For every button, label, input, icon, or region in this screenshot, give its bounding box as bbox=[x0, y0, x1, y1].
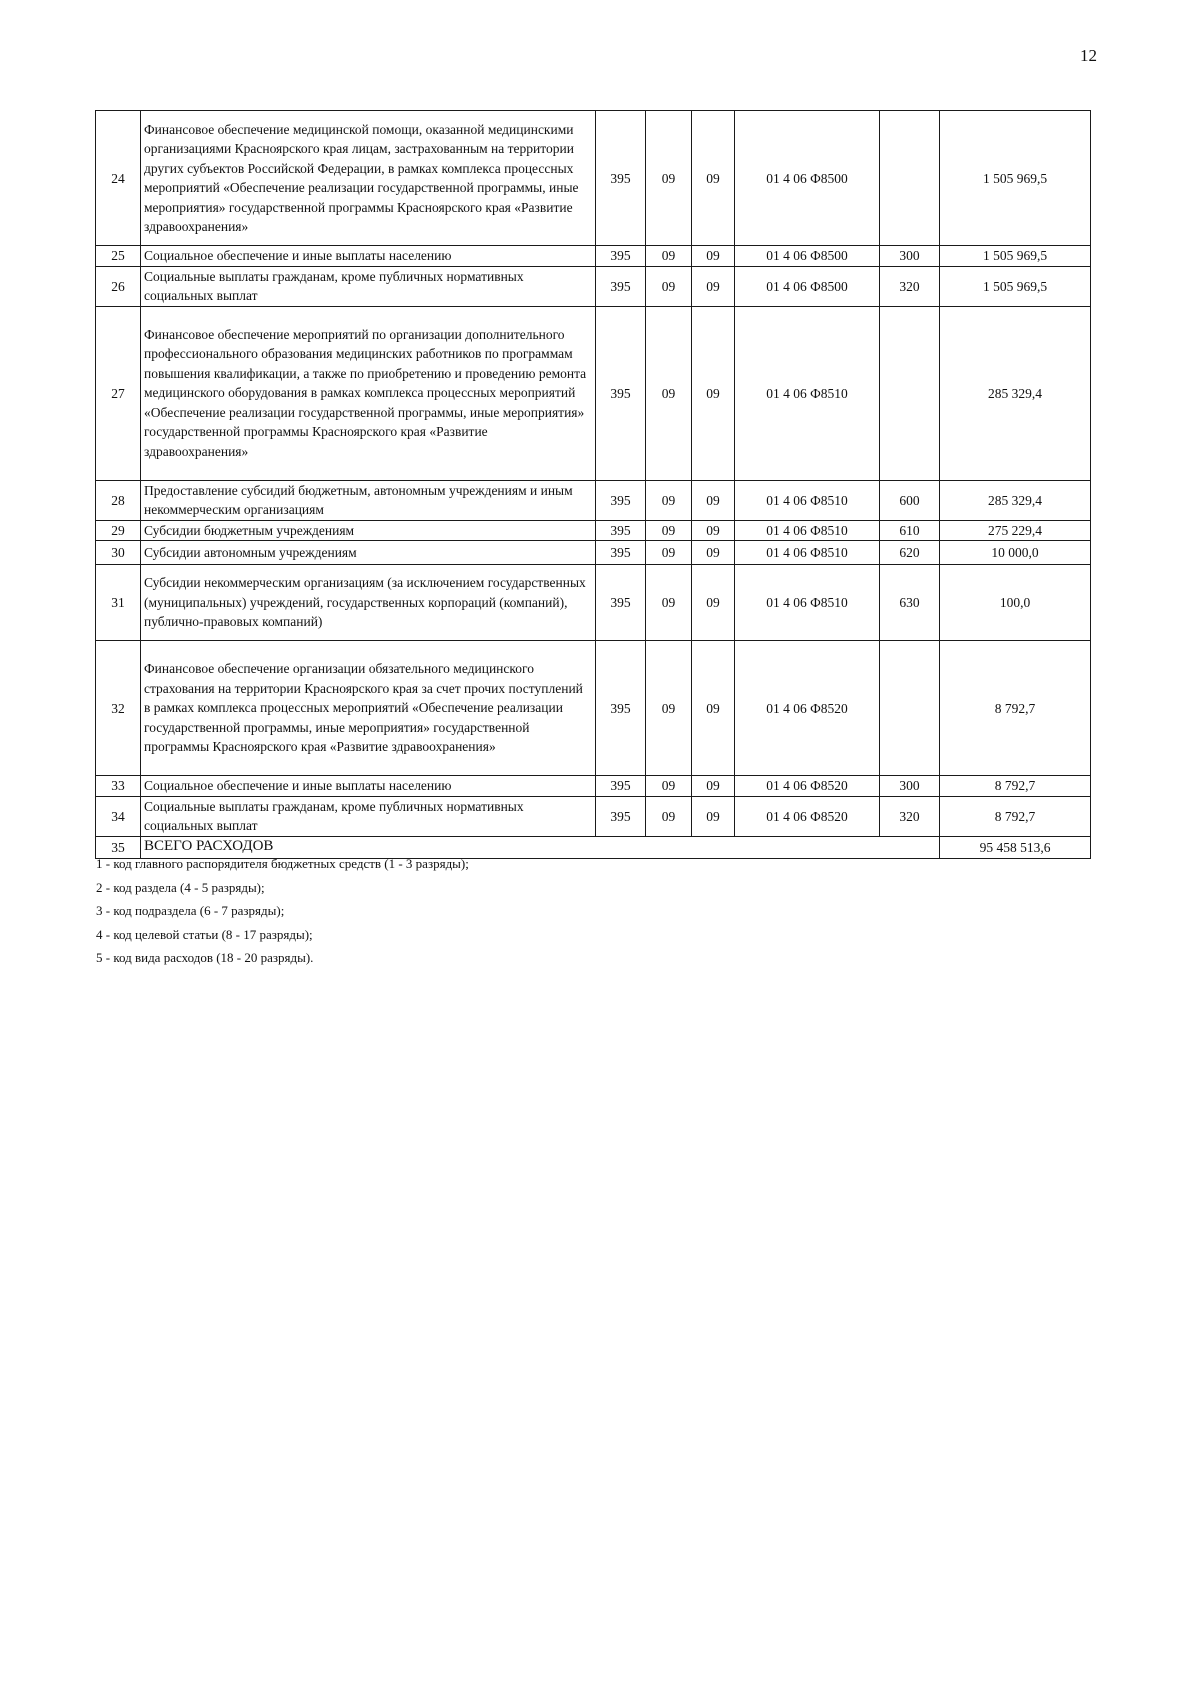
row-name: Финансовое обеспечение мероприятий по организации дополнительного профессионального образования медицинских работников по программам повышения квалификации, а также по приобретению и проведению ремонта медицинского оборудования в рамках комплекса процессных мероприятий «Обеспечение реализации государственной программы, иные мероприятия» государственной программы Красноярского края «Развитие здравоохранения» bbox=[141, 306, 596, 480]
footnotes bbox=[96, 852, 469, 970]
table-row bbox=[96, 641, 1091, 776]
row-number: 35 bbox=[96, 836, 141, 858]
subsection-code: 09 bbox=[692, 306, 735, 480]
row-number: 30 bbox=[96, 541, 141, 565]
expenditure-table bbox=[95, 110, 1091, 859]
target-article-code: 01 4 06 Ф8520 bbox=[735, 776, 880, 797]
amount: 10 000,0 bbox=[940, 541, 1091, 565]
target-article-code: 01 4 06 Ф8510 bbox=[735, 480, 880, 520]
expense-type-code: 630 bbox=[880, 565, 940, 641]
page-number: 12 bbox=[1080, 46, 1097, 65]
row-name: Финансовое обеспечение организации обязательного медицинского страхования на территории Красноярского края за счет прочих поступлений в рамках комплекса процессных мероприятий «Обеспечение реализации государственной программы, иные мероприятия» государственной программы Красноярского края «Развитие здравоохранения» bbox=[141, 641, 596, 776]
subsection-code: 09 bbox=[692, 520, 735, 541]
subsection-code: 09 bbox=[692, 111, 735, 246]
section-code: 09 bbox=[646, 641, 692, 776]
row-name: Социальное обеспечение и иные выплаты населению bbox=[141, 776, 596, 797]
total-label: ВСЕГО РАСХОДОВ bbox=[141, 836, 596, 858]
grbs-code: 395 bbox=[596, 776, 646, 797]
footnote: 4 - код целевой статьи (8 - 17 разряды); bbox=[96, 926, 313, 942]
amount: 1 505 969,5 bbox=[940, 111, 1091, 246]
section-code: 09 bbox=[646, 796, 692, 836]
row-name: Предоставление субсидий бюджетным, автономным учреждениям и иным некоммерческим организациям bbox=[141, 480, 596, 520]
table-row bbox=[96, 541, 1091, 565]
grbs-code: 395 bbox=[596, 641, 646, 776]
section-code: 09 bbox=[646, 306, 692, 480]
row-number: 31 bbox=[96, 565, 141, 641]
empty-cell bbox=[596, 836, 646, 858]
subsection-code: 09 bbox=[692, 565, 735, 641]
amount: 275 229,4 bbox=[940, 520, 1091, 541]
grbs-code: 395 bbox=[596, 111, 646, 246]
target-article-code: 01 4 06 Ф8510 bbox=[735, 306, 880, 480]
expense-type-code: 300 bbox=[880, 776, 940, 797]
footnote: 2 - код раздела (4 - 5 разряды); bbox=[96, 879, 265, 895]
target-article-code: 01 4 06 Ф8500 bbox=[735, 246, 880, 267]
amount: 1 505 969,5 bbox=[940, 266, 1091, 306]
row-name: Субсидии некоммерческим организациям (за исключением государственных (муниципальных) учреждений, государственных корпораций (компаний), публично-правовых компаний) bbox=[141, 565, 596, 641]
section-code: 09 bbox=[646, 520, 692, 541]
target-article-code: 01 4 06 Ф8510 bbox=[735, 520, 880, 541]
grbs-code: 395 bbox=[596, 306, 646, 480]
expense-type-code: 610 bbox=[880, 520, 940, 541]
row-name: Финансовое обеспечение медицинской помощи, оказанной медицинскими организациями Красноярского края лицам, застрахованным на территории других субъектов Российской Федерации, в рамках комплекса процессных мероприятий «Обеспечение реализации государственной программы, иные мероприятия» государственной программы Красноярского края «Развитие здравоохранения» bbox=[141, 111, 596, 246]
empty-cell bbox=[646, 836, 692, 858]
table-row bbox=[96, 306, 1091, 480]
empty-cell bbox=[692, 836, 735, 858]
empty-cell bbox=[880, 836, 940, 858]
subsection-code: 09 bbox=[692, 246, 735, 267]
section-code: 09 bbox=[646, 246, 692, 267]
amount: 8 792,7 bbox=[940, 641, 1091, 776]
section-code: 09 bbox=[646, 541, 692, 565]
table-row bbox=[96, 520, 1091, 541]
grbs-code: 395 bbox=[596, 480, 646, 520]
amount: 1 505 969,5 bbox=[940, 246, 1091, 267]
amount: 8 792,7 bbox=[940, 796, 1091, 836]
row-number: 25 bbox=[96, 246, 141, 267]
row-number: 33 bbox=[96, 776, 141, 797]
expense-type-code: 320 bbox=[880, 796, 940, 836]
row-number: 24 bbox=[96, 111, 141, 246]
table-row bbox=[96, 480, 1091, 520]
row-number: 32 bbox=[96, 641, 141, 776]
row-number: 26 bbox=[96, 266, 141, 306]
target-article-code: 01 4 06 Ф8520 bbox=[735, 641, 880, 776]
expense-type-code: 620 bbox=[880, 541, 940, 565]
row-number: 34 bbox=[96, 796, 141, 836]
section-code: 09 bbox=[646, 111, 692, 246]
section-code: 09 bbox=[646, 266, 692, 306]
subsection-code: 09 bbox=[692, 541, 735, 565]
grbs-code: 395 bbox=[596, 266, 646, 306]
table-row bbox=[96, 796, 1091, 836]
table-row bbox=[96, 266, 1091, 306]
table-row bbox=[96, 776, 1091, 797]
section-code: 09 bbox=[646, 776, 692, 797]
row-name: Социальное обеспечение и иные выплаты населению bbox=[141, 246, 596, 267]
expense-type-code: 320 bbox=[880, 266, 940, 306]
section-code: 09 bbox=[646, 565, 692, 641]
empty-cell bbox=[735, 836, 880, 858]
expense-type-code bbox=[880, 306, 940, 480]
subsection-code: 09 bbox=[692, 796, 735, 836]
expense-type-code bbox=[880, 111, 940, 246]
expense-type-code: 600 bbox=[880, 480, 940, 520]
target-article-code: 01 4 06 Ф8500 bbox=[735, 111, 880, 246]
table-row bbox=[96, 111, 1091, 246]
amount: 285 329,4 bbox=[940, 306, 1091, 480]
amount: 8 792,7 bbox=[940, 776, 1091, 797]
amount: 285 329,4 bbox=[940, 480, 1091, 520]
target-article-code: 01 4 06 Ф8510 bbox=[735, 541, 880, 565]
table-row bbox=[96, 246, 1091, 267]
row-name: Субсидии бюджетным учреждениям bbox=[141, 520, 596, 541]
row-number: 29 bbox=[96, 520, 141, 541]
row-number: 28 bbox=[96, 480, 141, 520]
footnote: 5 - код вида расходов (18 - 20 разряды). bbox=[96, 950, 314, 965]
subsection-code: 09 bbox=[692, 776, 735, 797]
grbs-code: 395 bbox=[596, 565, 646, 641]
row-number: 27 bbox=[96, 306, 141, 480]
section-code: 09 bbox=[646, 480, 692, 520]
subsection-code: 09 bbox=[692, 266, 735, 306]
grbs-code: 395 bbox=[596, 541, 646, 565]
row-name: Социальные выплаты гражданам, кроме публичных нормативных социальных выплат bbox=[141, 796, 596, 836]
amount: 100,0 bbox=[940, 565, 1091, 641]
grbs-code: 395 bbox=[596, 796, 646, 836]
subsection-code: 09 bbox=[692, 641, 735, 776]
grbs-code: 395 bbox=[596, 520, 646, 541]
total-amount: 95 458 513,6 bbox=[940, 836, 1091, 858]
target-article-code: 01 4 06 Ф8500 bbox=[735, 266, 880, 306]
target-article-code: 01 4 06 Ф8510 bbox=[735, 565, 880, 641]
expense-type-code bbox=[880, 641, 940, 776]
row-name: Субсидии автономным учреждениям bbox=[141, 541, 596, 565]
target-article-code: 01 4 06 Ф8520 bbox=[735, 796, 880, 836]
row-name: Социальные выплаты гражданам, кроме публичных нормативных социальных выплат bbox=[141, 266, 596, 306]
footnote: 1 - код главного распорядителя бюджетных средств (1 - 3 разряды); bbox=[96, 856, 469, 871]
grbs-code: 395 bbox=[596, 246, 646, 267]
table-row bbox=[96, 565, 1091, 641]
expense-type-code: 300 bbox=[880, 246, 940, 267]
footnote: 3 - код подраздела (6 - 7 разряды); bbox=[96, 903, 285, 918]
subsection-code: 09 bbox=[692, 480, 735, 520]
